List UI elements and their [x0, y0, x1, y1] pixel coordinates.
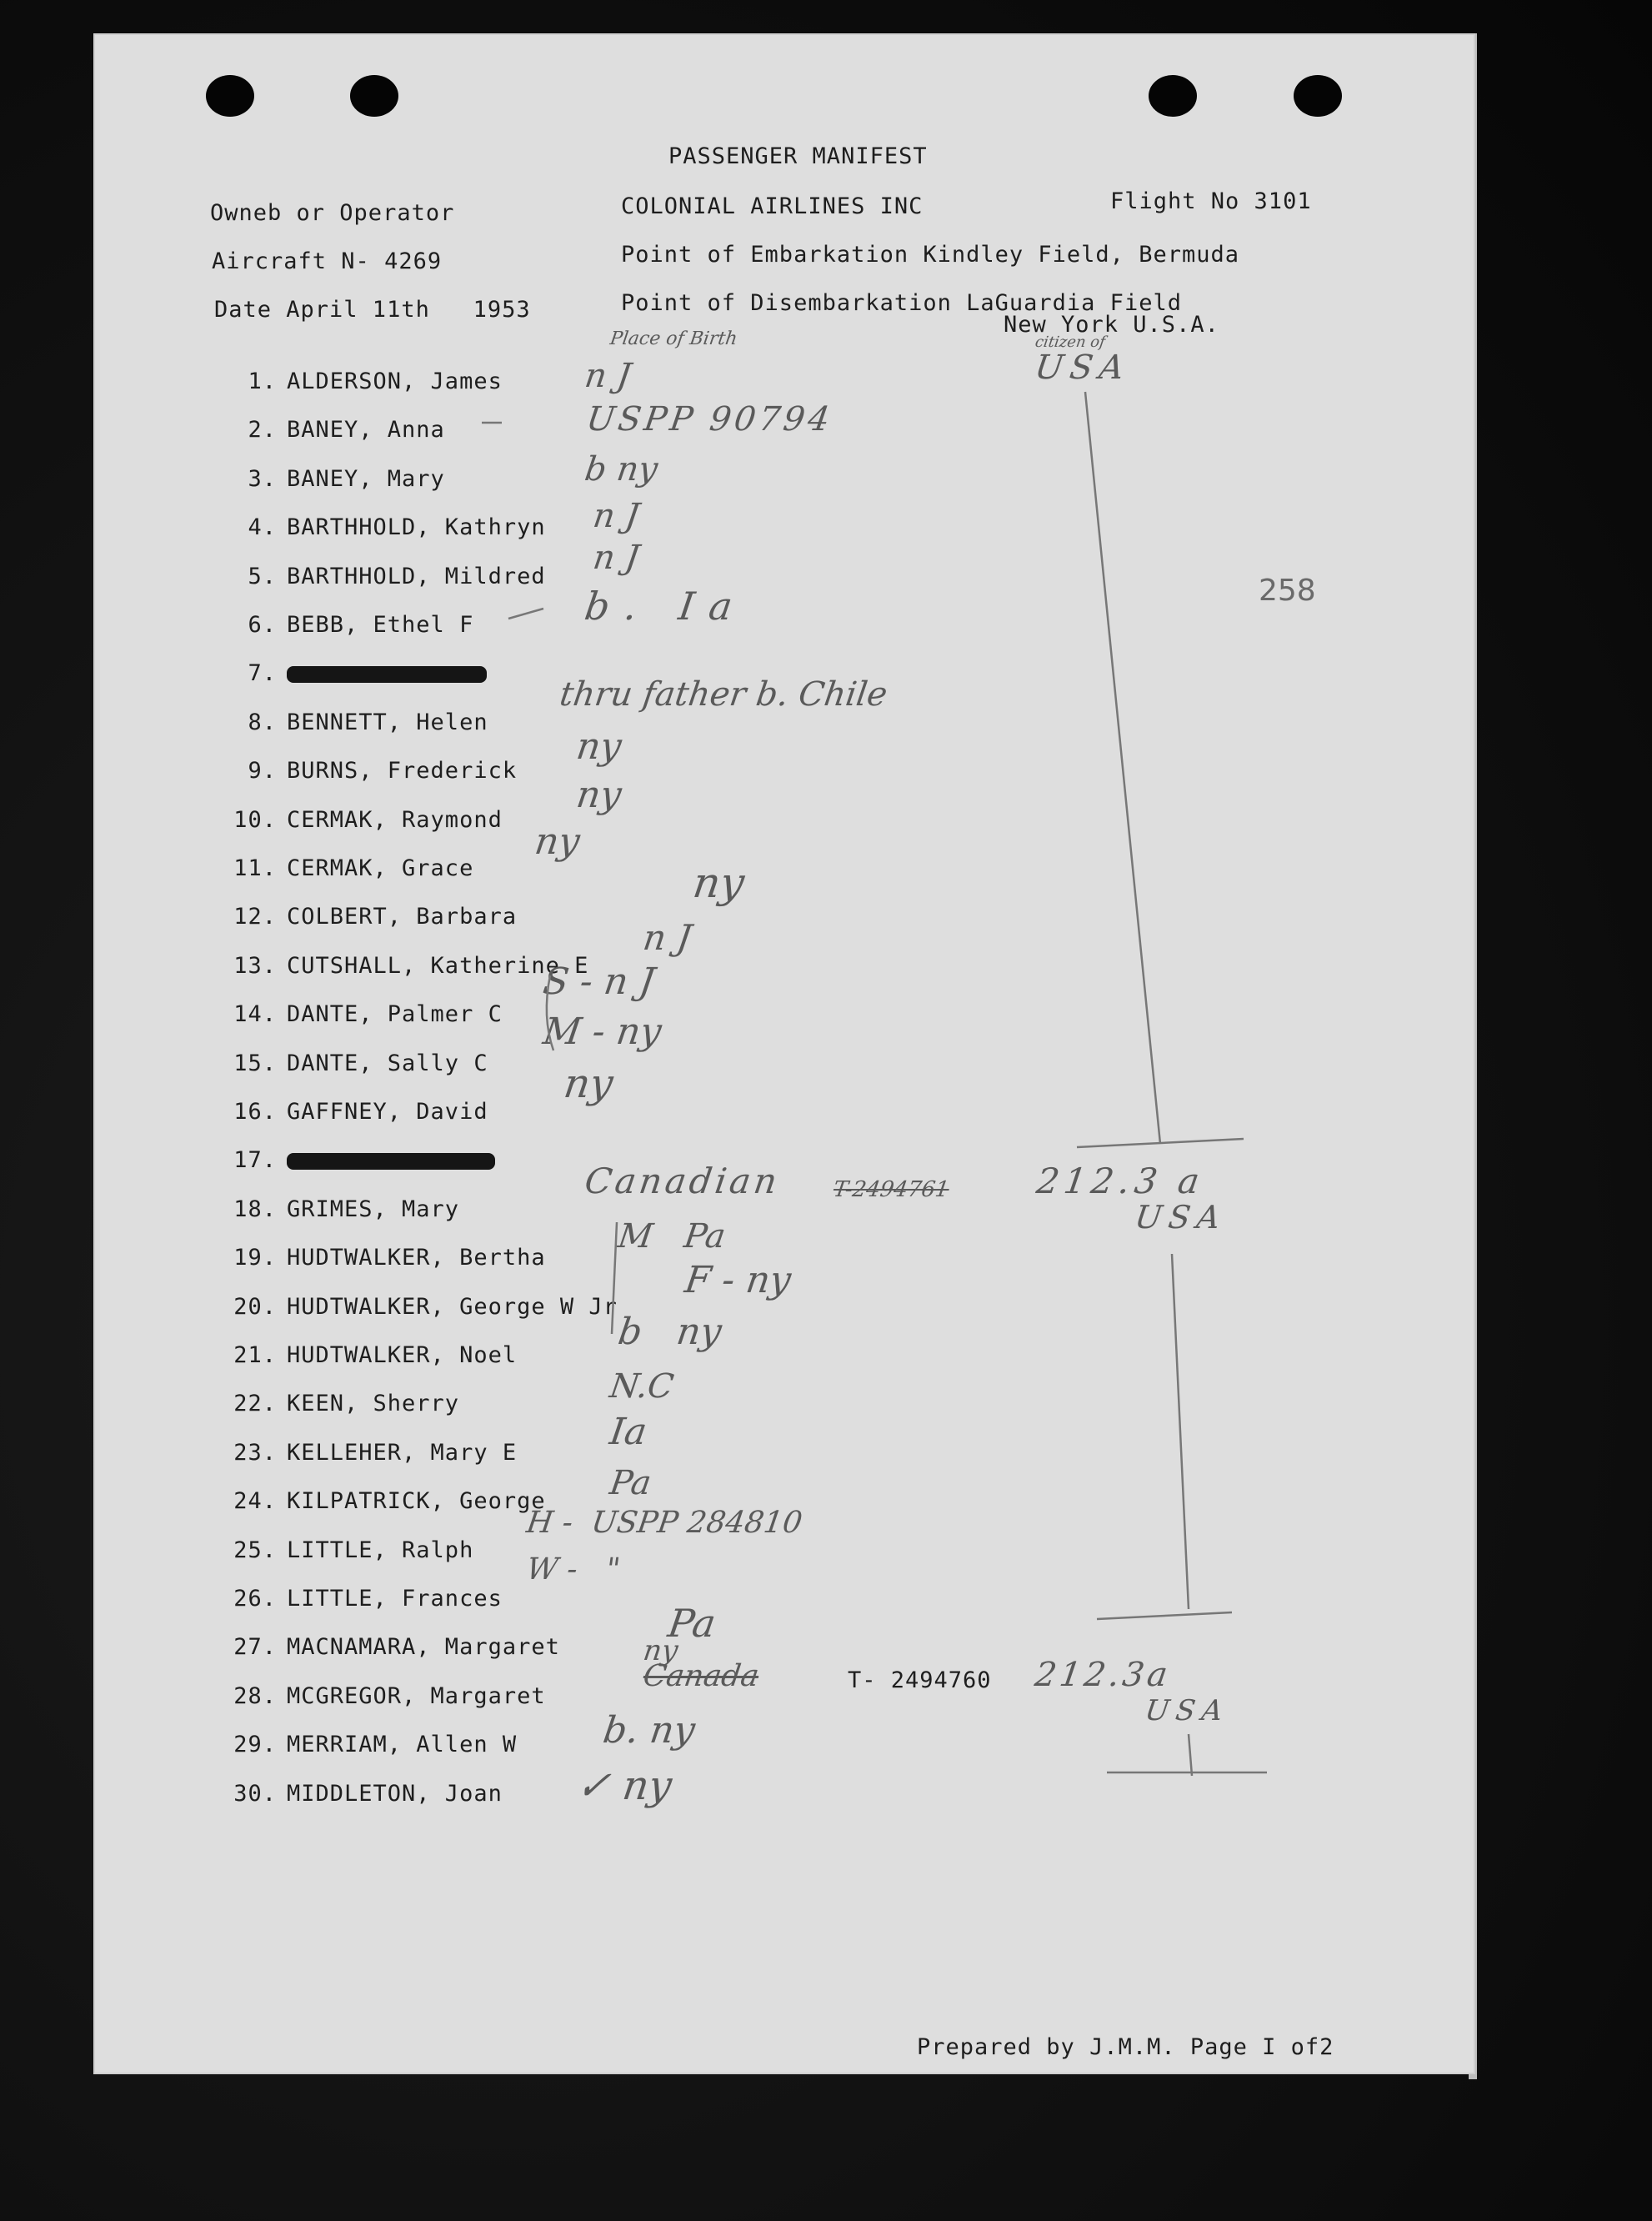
disembarkation-point-line2: New York U.S.A. — [1004, 312, 1219, 338]
passenger-number: 14. — [233, 1001, 277, 1027]
passenger-number: 12. — [233, 904, 277, 930]
birthplace-20: F - ny — [682, 1259, 794, 1301]
typed-number-28: T- 2494760 — [848, 1667, 992, 1693]
birthplace-22: N.C — [607, 1367, 676, 1406]
struck-number-18: T-2494761 — [831, 1177, 951, 1202]
passenger-name: DANTE, Sally C — [287, 1050, 488, 1076]
passenger-name: BARTHHOLD, Kathryn — [287, 514, 546, 540]
aircraft-number: Aircraft N- 4269 — [212, 248, 443, 274]
passenger-name: MCGREGOR, Margaret — [287, 1683, 546, 1709]
passenger-name: KELLEHER, Mary E — [287, 1440, 518, 1466]
passenger-name: BARTHHOLD, Mildred — [287, 564, 546, 589]
birthplace-16: ny — [561, 1060, 616, 1107]
birthplace-4: n J — [590, 497, 642, 535]
passenger-number: 15. — [233, 1050, 277, 1076]
passenger-name: HUDTWALKER, Noel — [287, 1342, 518, 1368]
passenger-number: 7. — [248, 660, 277, 686]
passenger-name: COLBERT, Barbara — [287, 904, 518, 930]
birthplace-9: ny — [573, 725, 624, 768]
passenger-number: 11. — [233, 855, 277, 881]
birthplace-14: S - n J — [540, 960, 658, 1003]
passenger-name: HUDTWALKER, George W Jr — [287, 1294, 618, 1320]
passenger-number: 23. — [233, 1440, 277, 1466]
passenger-name: HUDTWALKER, Bertha — [287, 1245, 546, 1271]
citizen-header: citizen of — [1034, 333, 1107, 351]
passenger-name: KILPATRICK, George — [287, 1488, 546, 1514]
birthplace-21: b ny — [615, 1311, 724, 1353]
passenger-number: 30. — [233, 1781, 277, 1807]
birthplace-13: n J — [640, 917, 694, 958]
page-number: 258 — [1259, 574, 1316, 608]
passenger-number: 3. — [248, 466, 277, 492]
passenger-number: 22. — [233, 1391, 277, 1416]
birthplace-2: USPP 90794 — [583, 400, 836, 439]
passenger-name: MIDDLETON, Joan — [287, 1781, 503, 1807]
passenger-number: 25. — [233, 1537, 277, 1563]
passenger-name: CUTSHALL, Katherine E — [287, 953, 589, 979]
passenger-name: GAFFNEY, David — [287, 1099, 488, 1125]
passenger-name: BANEY, Mary — [287, 466, 445, 492]
passenger-number: 10. — [233, 807, 277, 833]
flight-number: Flight No 3101 — [1110, 188, 1312, 214]
birthplace-8: thru father b. Chile — [557, 675, 890, 714]
usa-label-3: USA — [1143, 1694, 1232, 1727]
passenger-number: 19. — [233, 1245, 277, 1271]
flight-date: Date April 11th 1953 — [214, 297, 531, 323]
passenger-name: CERMAK, Grace — [287, 855, 474, 881]
birthplace-19: M Pa — [615, 1217, 728, 1256]
birthplace-26: W - " — [524, 1552, 623, 1587]
code-18: 212.3 a — [1034, 1161, 1208, 1201]
code-28: 212.3a — [1032, 1656, 1174, 1694]
disembarkation-point: Point of Disembarkation LaGuardia Field — [621, 290, 1182, 316]
usa-label-1: USA — [1032, 348, 1134, 387]
passenger-number: 6. — [248, 612, 277, 638]
birthplace-30: ✓ ny — [573, 1762, 675, 1809]
passenger-name: DANTE, Palmer C — [287, 1001, 503, 1027]
passenger-name: MACNAMARA, Margaret — [287, 1634, 560, 1660]
birthplace-6: b. Ia — [582, 584, 751, 629]
usa-label-2: USA — [1132, 1199, 1229, 1236]
passenger-name: KEEN, Sherry — [287, 1391, 460, 1416]
birthplace-29: b. ny — [600, 1709, 698, 1752]
passenger-name: BANEY, Anna — [287, 417, 445, 443]
birthplace-28: Canada — [641, 1659, 762, 1693]
birthplace-11: ny — [532, 820, 583, 863]
birthplace-23: Ia — [607, 1411, 650, 1453]
place-of-birth-header: Place of Birth — [608, 328, 739, 349]
passenger-name: BEBB, Ethel F — [287, 612, 474, 638]
passenger-number: 16. — [233, 1099, 277, 1125]
passenger-number: 5. — [248, 564, 277, 589]
passenger-number: 24. — [233, 1488, 277, 1514]
passenger-name: GRIMES, Mary — [287, 1196, 460, 1222]
birthplace-15: M - ny — [540, 1010, 664, 1053]
birthplace-28-above: ny — [641, 1634, 680, 1667]
birthplace-10: ny — [573, 774, 624, 816]
passenger-number: 18. — [233, 1196, 277, 1222]
bracket-lines — [93, 33, 1475, 2074]
birthplace-3: b ny — [582, 450, 660, 489]
passenger-number: 17. — [233, 1147, 277, 1173]
passenger-name: BENNETT, Helen — [287, 709, 488, 735]
passenger-number: 28. — [233, 1683, 277, 1709]
birthplace-27: Pa — [665, 1601, 719, 1646]
passenger-name: LITTLE, Frances — [287, 1586, 503, 1612]
passenger-number: 13. — [233, 953, 277, 979]
passenger-number: 9. — [248, 758, 277, 784]
passenger-number: 2. — [248, 417, 277, 443]
passenger-name: ALDERSON, James — [287, 368, 503, 394]
owner-value: COLONIAL AIRLINES INC — [621, 193, 924, 219]
passenger-name: LITTLE, Ralph — [287, 1537, 474, 1563]
passenger-name: CERMAK, Raymond — [287, 807, 503, 833]
manifest-title: PASSENGER MANIFEST — [668, 143, 928, 169]
birthplace-1: n J — [582, 357, 633, 395]
passenger-name: BURNS, Frederick — [287, 758, 518, 784]
embarkation-point: Point of Embarkation Kindley Field, Bermuda — [621, 242, 1239, 268]
prepared-by: Prepared by J.M.M. Page I of2 — [917, 2034, 1334, 2060]
passenger-number: 4. — [248, 514, 277, 540]
birthplace-5: n J — [590, 539, 642, 577]
manifest-page — [93, 33, 1475, 2074]
passenger-number: 26. — [233, 1586, 277, 1612]
passenger-number: 1. — [248, 368, 277, 394]
passenger-number: 27. — [233, 1634, 277, 1660]
passenger-number: 29. — [233, 1732, 277, 1757]
passenger-number: 8. — [248, 709, 277, 735]
passenger-number: 20. — [233, 1294, 277, 1320]
birthplace-12: ny — [689, 859, 748, 907]
owner-label: Owneb or Operator — [210, 200, 455, 226]
passenger-number: 21. — [233, 1342, 277, 1368]
birthplace-24: Pa — [607, 1464, 654, 1502]
birthplace-25: H - USPP 284810 — [524, 1506, 805, 1540]
birthplace-18: Canadian — [582, 1161, 783, 1201]
passenger-name: MERRIAM, Allen W — [287, 1732, 518, 1757]
